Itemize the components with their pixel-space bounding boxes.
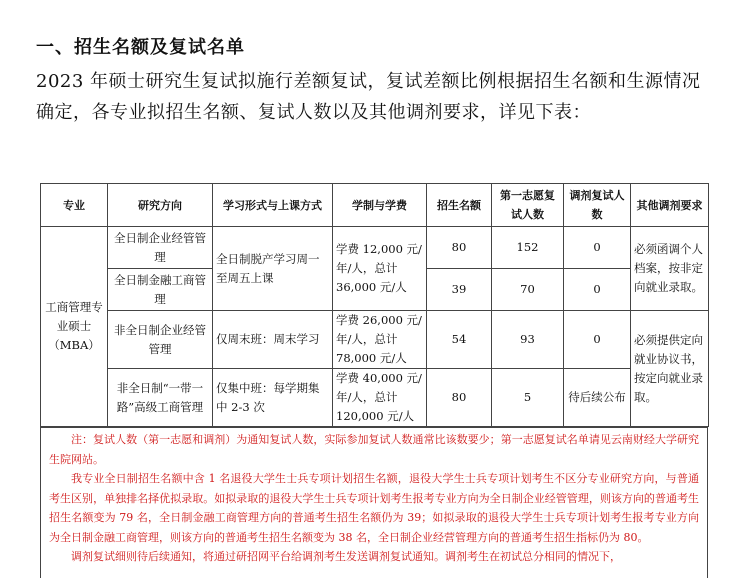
table-row	[41, 311, 709, 369]
first-choice-cell: 93	[492, 311, 564, 369]
first-choice-cell: 5	[492, 369, 564, 427]
form-cell: 仅周末班：周末学习	[213, 311, 333, 369]
header-direction: 研究方向	[108, 184, 213, 227]
header-major: 专业	[41, 184, 108, 227]
form-cell: 仅集中班：每学期集中 2-3 次	[213, 369, 333, 427]
section-heading: 一、招生名额及复试名单	[36, 37, 245, 58]
direction-cell: 非全日制企业经管管理	[108, 311, 213, 369]
note-paragraph: 我专业全日制招生名额中含 1 名退役大学生士兵专项计划招生名额，退役大学生士兵专项计划考生不区分专业研究方向，与普通考生区别，单独排名择优拟录取。如拟录取的退役大学生士兵专项计划考生报考专业方向为全日制企业经管管理，则该方向的普通考生招生名额变为 79 名，全日制金融工商管理方向的普通考生招生名额仍为 39；如拟录取的退役大学生士兵专项计划考生报考专业方向为全日制金融工商管理，则该方向的普通考生招生名额变为 38 名，全日制企业经营管理方向的普通考生招生指标仍为 80。	[49, 472, 699, 544]
notes-box	[40, 427, 708, 578]
header-other-req: 其他调剂要求	[631, 184, 709, 227]
table-header-row	[41, 184, 709, 227]
direction-cell: 全日制企业经管管理	[108, 227, 213, 269]
header-adjust: 调剂复试人数	[564, 184, 631, 227]
first-choice-cell: 70	[492, 269, 564, 311]
direction-cell: 全日制金融工商管理	[108, 269, 213, 311]
tuition-cell: 学费 26,000 元/年/人，总计78,000 元/人	[333, 311, 427, 369]
note-paragraph: 调剂复试细则待后续通知，将通过研招网平台给调剂考生发送调剂复试通知。调剂考生在初试总分相同的情况下，	[71, 550, 621, 563]
header-quota: 招生名额	[427, 184, 492, 227]
quota-cell: 54	[427, 311, 492, 369]
other-req-cell: 必须函调个人档案，按非定向就业录取。	[631, 227, 709, 311]
quota-cell: 80	[427, 369, 492, 427]
adjust-cell: 0	[564, 227, 631, 269]
tuition-cell: 学费 12,000 元/年/人，总计36,000 元/人	[333, 227, 427, 311]
quota-cell: 80	[427, 227, 492, 269]
adjust-cell: 0	[564, 311, 631, 369]
header-first-choice: 第一志愿复试人数	[492, 184, 564, 227]
other-req-cell: 必须提供定向就业协议书，按定向就业录取。	[631, 311, 709, 427]
form-cell: 全日制脱产学习周一至周五上课	[213, 227, 333, 311]
adjust-cell: 待后续公布	[564, 369, 631, 427]
table-row	[41, 227, 709, 269]
admission-table	[40, 183, 709, 427]
header-form: 学习形式与上课方式	[213, 184, 333, 227]
header-tuition: 学制与学费	[333, 184, 427, 227]
intro-paragraph: 2023 年硕士研究生复试拟施行差额复试，复试差额比例根据招生名额和生源情况确定，各专业拟招生名额、复试人数以及其他调剂要求，详见下表：	[36, 71, 701, 123]
first-choice-cell: 152	[492, 227, 564, 269]
tuition-cell: 学费 40,000 元/年/人，总计120,000 元/人	[333, 369, 427, 427]
direction-cell: 非全日制“一带一路”高级工商管理	[108, 369, 213, 427]
table-row	[41, 369, 709, 427]
adjust-cell: 0	[564, 269, 631, 311]
quota-cell: 39	[427, 269, 492, 311]
major-cell: 工商管理专业硕士（MBA）	[41, 227, 108, 427]
note-paragraph: 注：复试人数（第一志愿和调剂）为通知复试人数，实际参加复试人数通常比该数要少；第一志愿复试名单请见云南财经大学研究生院网站。	[49, 433, 699, 466]
